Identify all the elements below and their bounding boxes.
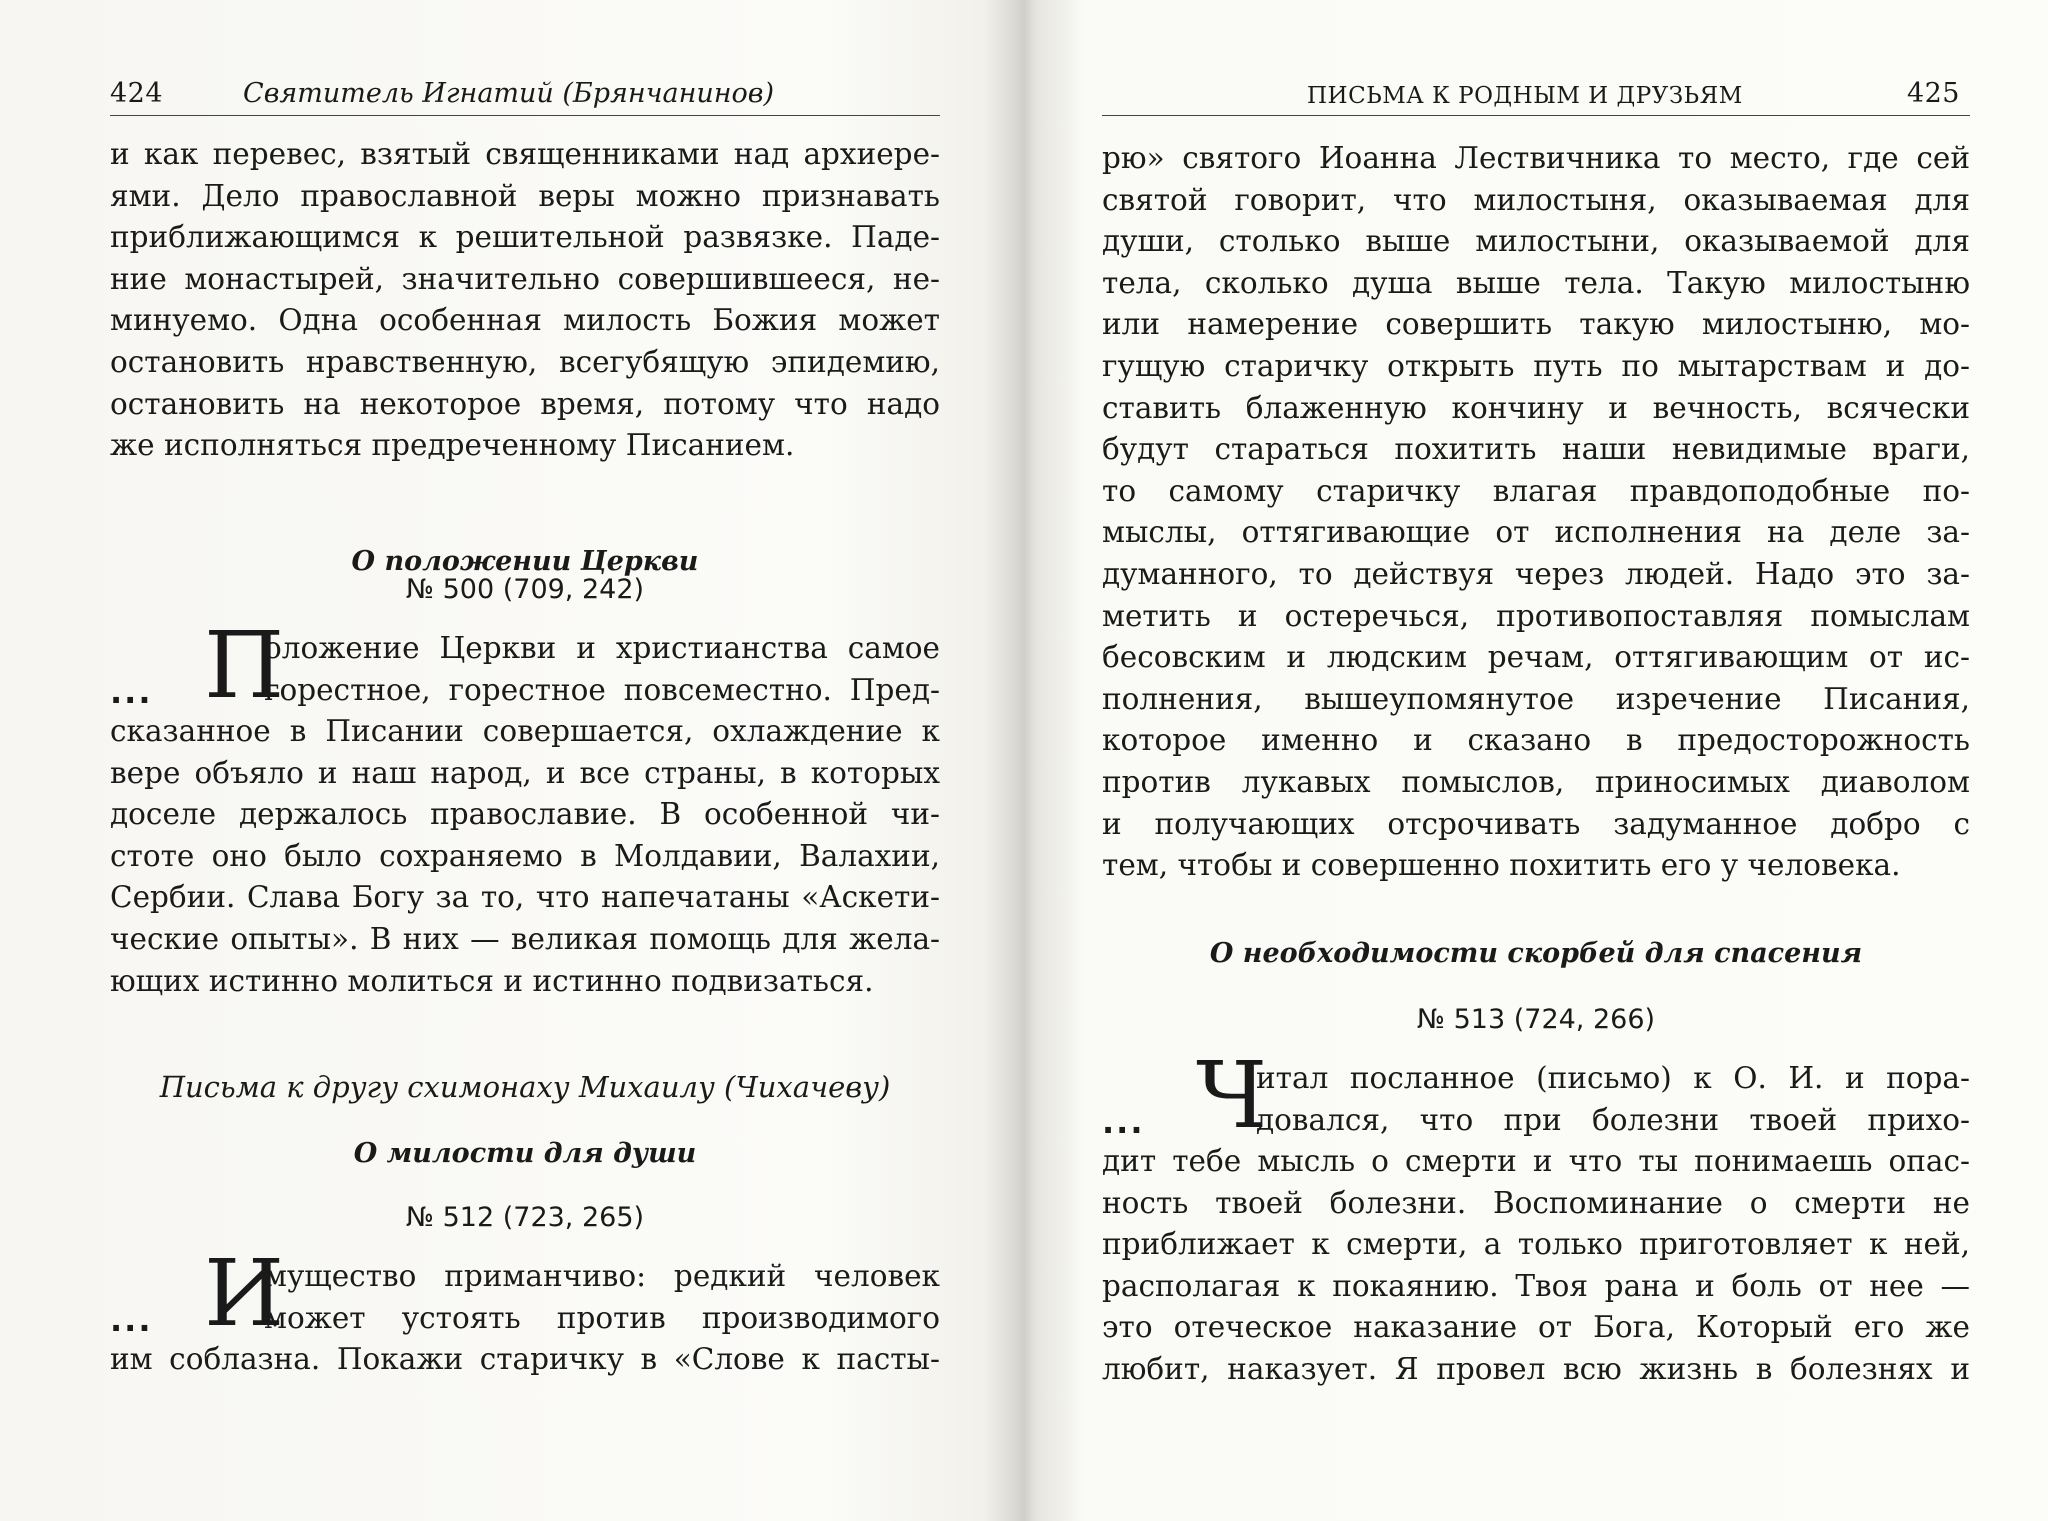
text-line: метить и остеречься, противопоставляя помыслам [1102, 598, 1970, 633]
right-continued-text [1102, 138, 1970, 887]
text-line: святой говорит, что милостыня, оказываемая для [1102, 182, 1970, 217]
text-line: мущество приманчиво: редкий человек [264, 1259, 940, 1293]
section-heading: О необходимости скорбей для спасения [1209, 938, 1863, 969]
letter-number: № 500 (709, 242) [405, 574, 645, 605]
letter-500-text [110, 612, 940, 1002]
text-line: или намерение совершить такую милостыню, мо- [1102, 307, 1970, 342]
right-page [1040, 0, 2048, 1521]
text-line: горестное, горестное повсеместно. Пред- [264, 672, 940, 707]
drop-cap-block [110, 1240, 940, 1347]
text-line: полнения, вышеупомянутое изречение Писания, [1102, 681, 1970, 716]
text-line: ность твоей болезни. Воспоминание о смерти не [1102, 1185, 1970, 1220]
text-line: стоте оно было сохраняемо в Молдавии, Валахии, [110, 838, 940, 873]
right-running-title: ПИСЬМА К РОДНЫМ И ДРУЗЬЯМ [1307, 83, 1743, 109]
text-line: думанного, то действуя через людей. Надо это за- [1102, 556, 1970, 591]
drop-cap-block [110, 612, 940, 719]
text-line: и получающих отсрочивать задуманное добро с [1102, 806, 1970, 841]
text-line: и как перевес, взятый священниками над архиере- [110, 137, 940, 171]
text-line: бесовским и людским речам, оттягивающим от ис- [1102, 640, 1970, 675]
text-line: против лукавых помыслов, приносимых диаволом [1102, 764, 1970, 799]
text-line: тем, чтобы и совершенно похитить его у человека. [1102, 848, 1901, 883]
text-line: дит тебе мысль о смерти и что ты понимаешь опас- [1102, 1144, 1970, 1178]
text-line: остановить на некоторое время, потому что надо [110, 386, 940, 421]
text-line: довался, что при болезни твоей прихо- [1256, 1102, 1970, 1137]
text-line: ями. Дело православной веры можно признавать [110, 178, 940, 213]
text-line: располагая к покаянию. Твоя рана и боль от нее — [1102, 1268, 1970, 1303]
section-subheading: О милости для души [353, 1138, 697, 1169]
text-line: остановить нравственную, всегубящую эпидемию, [110, 344, 940, 379]
left-running-head [110, 72, 940, 116]
text-line: то самому старичку влагая правдоподобные по- [1102, 473, 1970, 508]
section-heading: Письма к другу схимонаху Михаилу (Чихачеву) [159, 1070, 891, 1104]
left-page [0, 0, 1010, 1521]
drop-cap: Ч [1196, 1042, 1268, 1149]
text-line: минуемо. Одна особенная милость Божия может [110, 303, 940, 338]
letter-513-text [1102, 1042, 1970, 1391]
text-line: итал посланное (письмо) к О. И. и пора- [1256, 1061, 1970, 1095]
text-line: Сербии. Слава Богу за то, что напечатаны «Аскети- [110, 880, 940, 915]
text-line: будут стараться похитить наши невидимые враги, [1102, 432, 1970, 467]
text-line: ставить блаженную кончину и вечность, всячески [1102, 390, 1970, 425]
text-line: приближает к смерти, а только приготовляет к ней, [1102, 1227, 1970, 1262]
text-line: ющих истинно молиться и истинно подвизаться. [110, 963, 874, 998]
text-line: сказанное в Писании совершается, охлаждение к [110, 714, 940, 748]
text-line: может устоять против производимого [264, 1300, 940, 1335]
drop-cap-block [1102, 1042, 1970, 1149]
text-line: которое именно и сказано в предосторожность [1102, 723, 1970, 758]
text-line: любит, наказует. Я провел всю жизнь в болезнях и [1102, 1351, 1970, 1386]
right-folio: 425 [1906, 78, 1960, 109]
drop-cap: И [204, 1240, 285, 1347]
letter-number: № 513 (724, 266) [1416, 1004, 1656, 1035]
text-line: ние монастырей, значительно совершившееся, не- [110, 261, 940, 296]
text-line: гущую старичку открыть путь по мытарствам и до- [1102, 348, 1970, 383]
section-heading: О положении Церкви [351, 546, 699, 577]
text-line: доселе держалось православие. В особенной чи- [110, 797, 940, 832]
text-line: тела, сколько душа выше тела. Такую милостыню [1102, 265, 1970, 300]
letter-number: № 512 (723, 265) [405, 1202, 645, 1233]
text-line: мыслы, оттягивающие от исполнения на деле за- [1102, 515, 1970, 550]
text-line: это отеческое наказание от Бога, Который его же [1102, 1310, 1970, 1345]
text-line: же исполняться предреченному Писанием. [110, 428, 795, 463]
right-running-head [1102, 72, 1970, 116]
text-line: души, столько выше милостыни, оказываемой для [1102, 224, 1970, 259]
text-line: им соблазна. Покажи старичку в «Слове к пасты- [110, 1342, 940, 1376]
ellipsis-mark: ... [110, 673, 153, 711]
left-folio: 424 [110, 78, 164, 109]
text-line: ческие опыты». В них — великая помощь для жела- [110, 921, 940, 956]
ellipsis-mark: ... [110, 1301, 153, 1339]
left-continued-text [110, 134, 940, 467]
text-line: рю» святого Иоанна Лествичника то место, где сей [1102, 141, 1970, 175]
left-running-title: Святитель Игнатий (Брянчанинов) [243, 78, 775, 109]
text-line: приближающимся к решительной развязке. Паде- [110, 220, 940, 255]
drop-cap: П [204, 612, 285, 719]
letter-512-text [110, 1240, 940, 1381]
text-line: оложение Церкви и христианства самое [264, 631, 940, 665]
text-line: вере объяло и наш народ, и все страны, в которых [110, 755, 940, 790]
ellipsis-mark: ... [1102, 1103, 1145, 1141]
